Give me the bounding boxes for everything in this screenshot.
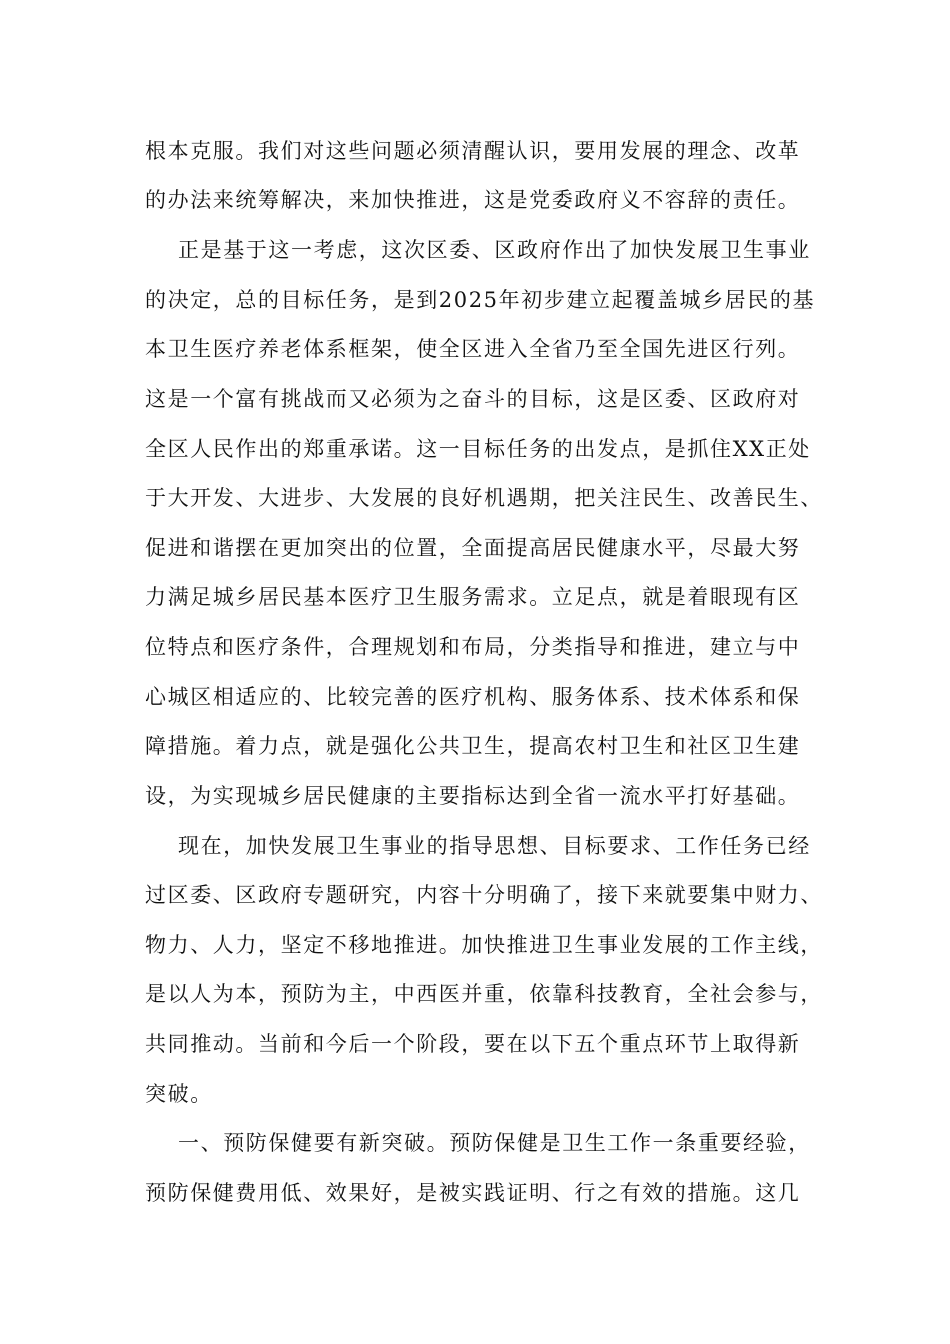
text-line: 突破。 <box>145 1082 213 1106</box>
text-line: 促进和谐摆在更加突出的位置，全面提高居民健康水平，尽最大努 <box>145 536 801 560</box>
text-line: 于大开发、大进步、大发展的良好机遇期，把关注民生、改善民生、 <box>145 486 823 510</box>
text-line: 位特点和医疗条件，合理规划和布局，分类指导和推进，建立与中 <box>145 635 801 659</box>
text-line: 的决定，总的目标任务，是到2025年初步建立起覆盖城乡居民的基 <box>145 288 816 312</box>
text-line: 力满足城乡居民基本医疗卫生服务需求。立足点，就是着眼现有区 <box>145 585 801 609</box>
text-line: 过区委、区政府专题研究，内容十分明确了，接下来就要集中财力、 <box>145 883 823 907</box>
text-line: 心城区相适应的、比较完善的医疗机构、服务体系、技术体系和保 <box>145 685 801 709</box>
paragraph-start-line: 正是基于这一考虑，这次区委、区政府作出了加快发展卫生事业 <box>178 238 811 262</box>
text-line: 本卫生医疗养老体系框架，使全区进入全省乃至全国先进区行列。 <box>145 337 801 361</box>
text-line: 共同推动。当前和今后一个阶段，要在以下五个重点环节上取得新 <box>145 1032 801 1056</box>
text-line: 障措施。着力点，就是强化公共卫生，提高农村卫生和社区卫生建 <box>145 734 801 758</box>
text-line: 预防保健费用低、效果好，是被实践证明、行之有效的措施。这几 <box>145 1181 801 1205</box>
text-line: 的办法来统筹解决，来加快推进，这是党委政府义不容辞的责任。 <box>145 188 801 212</box>
paragraph-start-line: 一、预防保健要有新突破。预防保健是卫生工作一条重要经验， <box>178 1131 811 1155</box>
text-line: 物力、人力，坚定不移地推进。加快推进卫生事业发展的工作主线， <box>145 933 823 957</box>
text-line: 设，为实现城乡居民健康的主要指标达到全省一流水平打好基础。 <box>145 784 801 808</box>
text-line: 是以人为本，预防为主，中西医并重，依靠科技教育，全社会参与， <box>145 982 823 1006</box>
text-line: 全区人民作出的郑重承诺。这一目标任务的出发点，是抓住XX正处 <box>145 437 811 461</box>
text-line: 根本克服。我们对这些问题必须清醒认识，要用发展的理念、改革 <box>145 139 801 163</box>
text-line: 这是一个富有挑战而又必须为之奋斗的目标，这是区委、区政府对 <box>145 387 801 411</box>
paragraph-start-line: 现在，加快发展卫生事业的指导思想、目标要求、工作任务已经 <box>178 834 811 858</box>
